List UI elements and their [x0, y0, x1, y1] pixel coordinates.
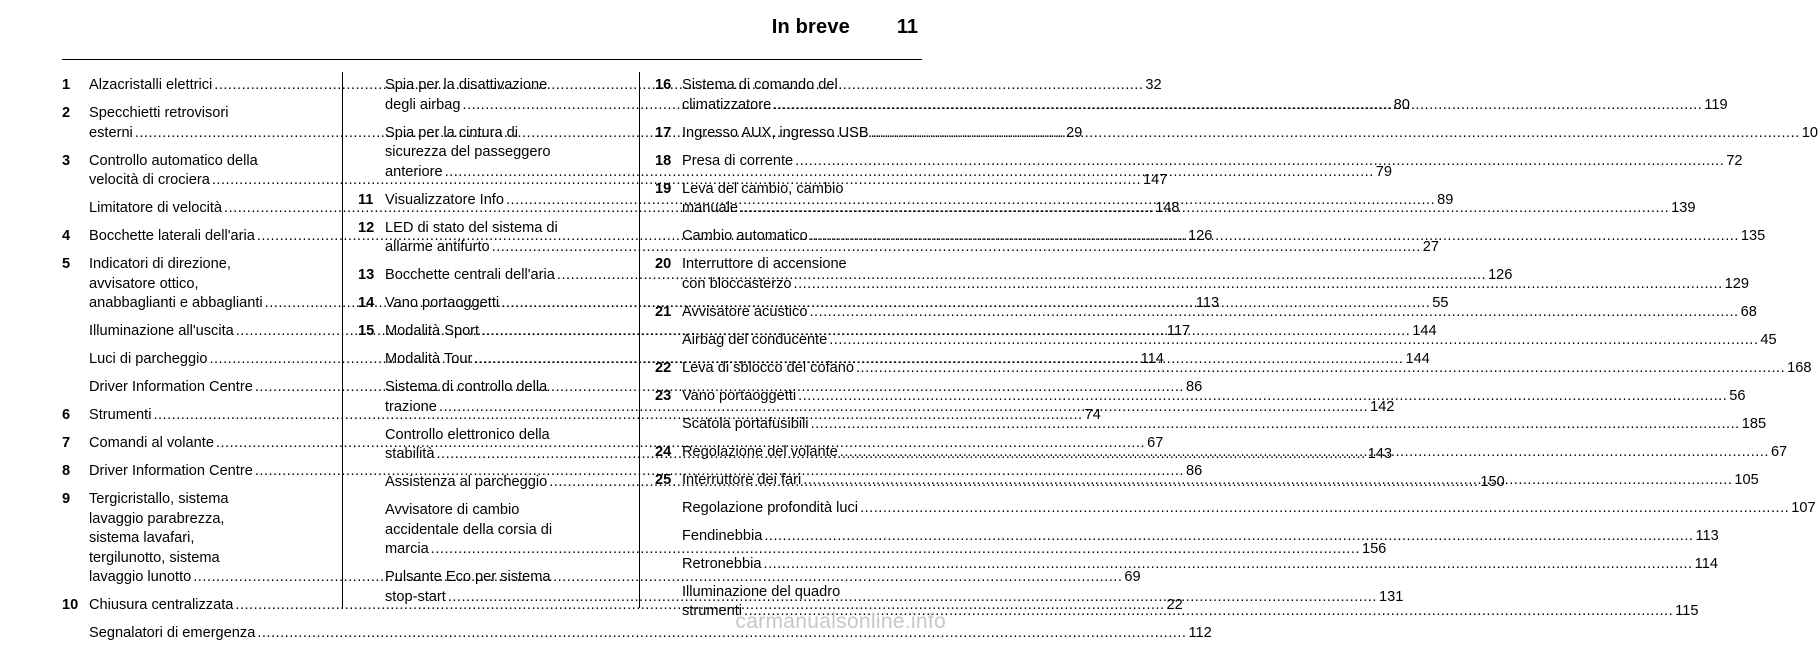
- entry-label: allarme antifurto: [385, 239, 490, 255]
- entry-label: anteriore: [385, 163, 443, 180]
- index-entry: [655, 527, 1719, 547]
- entry-body: [682, 124, 1818, 144]
- entry-line: [682, 387, 1746, 407]
- page-reference: 147: [1143, 172, 1168, 188]
- entry-label: Segnalatori di emergenza: [89, 625, 256, 641]
- entry-label: Vano portaoggetti: [385, 295, 500, 311]
- index-entry: [655, 555, 1718, 575]
- page-number: 11: [896, 16, 918, 38]
- dot-leader: [810, 227, 1739, 247]
- entry-label: lavaggio parabrezza,: [89, 510, 225, 527]
- page-reference: 150: [1480, 474, 1505, 490]
- entry-label: con bloccasterzo: [682, 275, 792, 292]
- item-number: 1: [62, 77, 71, 93]
- page-reference: 115: [1675, 603, 1699, 619]
- entry-label: Luci di parcheggio: [89, 351, 208, 367]
- entry-line: [682, 275, 1749, 295]
- dot-leader: [794, 275, 1723, 295]
- entry-body: [682, 443, 1787, 463]
- entry-label: Avvisatore acustico: [682, 303, 808, 320]
- entry-label: Illuminazione del quadro: [682, 583, 841, 600]
- entry-label: Controllo elettronico della: [385, 426, 550, 443]
- index-entry: [655, 499, 1816, 519]
- dot-leader: [809, 303, 1738, 323]
- page-reference: 113: [1695, 527, 1719, 544]
- item-number: 3: [62, 152, 71, 169]
- entry-body: [682, 227, 1765, 247]
- page-reference: 117: [1166, 323, 1191, 339]
- page-reference: 27: [1422, 239, 1440, 255]
- entry-label: Scatola portafusibili: [682, 415, 809, 432]
- page-reference: 135: [1740, 228, 1766, 244]
- entry-line: [682, 583, 1698, 603]
- entry-body: [682, 180, 1696, 219]
- entry-label: anabbaglianti e abbaglianti: [89, 295, 263, 311]
- entry-label: Cambio automatico: [682, 228, 808, 244]
- entry-label: Chiusura centralizzata: [89, 597, 234, 613]
- page-reference: 86: [1186, 379, 1203, 395]
- entry-label: tergilunotto, sistema: [89, 549, 220, 566]
- page-reference: 112: [1188, 625, 1212, 641]
- item-number: 15: [358, 323, 375, 339]
- page-reference: 144: [1412, 323, 1437, 339]
- entry-line: [682, 255, 1749, 275]
- entry-line: [682, 415, 1766, 435]
- page-reference: 89: [1437, 191, 1454, 208]
- header-divider: [62, 59, 922, 60]
- item-number: 20: [655, 256, 672, 272]
- entry-label: sistema lavafari,: [89, 530, 195, 546]
- entry-body: [682, 255, 1749, 294]
- item-number: 7: [62, 435, 71, 451]
- entry-label: Controllo automatico della: [89, 152, 258, 169]
- entry-line: [682, 555, 1718, 575]
- item-number: 10: [62, 597, 79, 613]
- entry-label: stabilità: [385, 446, 435, 462]
- item-number: 25: [655, 471, 672, 488]
- page-reference: 107: [1791, 499, 1816, 516]
- item-number: 23: [655, 387, 672, 404]
- entry-label: Modalità Sport: [385, 323, 480, 339]
- entry-body: [682, 387, 1746, 407]
- entry-label: climatizzatore: [682, 96, 772, 113]
- page-reference: 119: [1704, 96, 1728, 113]
- entry-label: Regolazione del volante: [682, 443, 838, 460]
- page-reference: 129: [1724, 275, 1750, 292]
- page-reference: 56: [1729, 387, 1746, 404]
- entry-body: [682, 527, 1719, 547]
- entry-label: Driver Information Centre: [89, 463, 253, 479]
- item-number: 5: [62, 256, 71, 272]
- page-reference: 142: [1370, 398, 1395, 415]
- page-reference: 105: [1734, 471, 1759, 488]
- entry-line: [682, 331, 1777, 351]
- page-reference: 72: [1726, 152, 1743, 169]
- item-number: 6: [62, 407, 71, 423]
- entry-body: [89, 624, 1212, 644]
- section-title: In breve: [771, 16, 850, 38]
- page-reference: 69: [1124, 569, 1141, 585]
- entry-label: Tergicristallo, sistema: [89, 491, 229, 507]
- entry-body: [682, 303, 1757, 323]
- dot-leader: [860, 499, 1789, 519]
- dot-leader: [773, 96, 1702, 116]
- page-reference: 29: [1065, 124, 1083, 141]
- entry-body: [682, 415, 1766, 435]
- entry-label: Retronebbia: [682, 555, 762, 572]
- entry-label: Limitatore di velocità: [89, 200, 223, 216]
- entry-line: [89, 624, 1212, 644]
- entry-label: Spia per la cintura di: [385, 124, 519, 141]
- page-header: [0, 0, 960, 60]
- entry-label: Spia per la disattivazione: [385, 77, 548, 93]
- index-entry: [62, 624, 1212, 644]
- item-number: 24: [655, 443, 672, 460]
- entry-label: Sistema di controllo della: [385, 379, 548, 395]
- page-reference: 68: [1740, 303, 1757, 320]
- entry-label: Vano portaoggetti: [682, 387, 797, 404]
- entry-label: strumenti: [682, 603, 743, 619]
- dot-leader: [795, 152, 1724, 172]
- entry-label: Ingresso AUX, ingresso USB: [682, 124, 869, 141]
- item-number: 8: [62, 463, 71, 479]
- item-number: 22: [655, 359, 672, 376]
- item-number: 17: [655, 124, 672, 141]
- item-number: 16: [655, 77, 672, 93]
- entry-label: Sistema di comando del: [682, 77, 838, 93]
- item-number: 4: [62, 228, 71, 244]
- entry-label: Interruttore di accensione: [682, 256, 847, 272]
- entry-line: [682, 180, 1696, 200]
- dot-leader: [871, 124, 1800, 144]
- entry-line: [682, 359, 1812, 379]
- page-reference: 168: [1787, 359, 1812, 376]
- entry-body: [682, 152, 1743, 172]
- entry-body: [682, 359, 1812, 379]
- entry-line: [682, 152, 1743, 172]
- page-reference: 185: [1741, 415, 1767, 432]
- page-reference: 114: [1694, 555, 1718, 572]
- entry-label: Pulsante Eco per sistema: [385, 569, 551, 585]
- page-reference: 131: [1378, 588, 1404, 605]
- page-reference: 86: [1186, 463, 1203, 479]
- entry-label: Specchietti retrovisori: [89, 105, 229, 121]
- entry-label: Comandi al volante: [89, 435, 214, 451]
- page-reference: 79: [1375, 163, 1392, 180]
- entry-label: Bocchette laterali dell'aria: [89, 228, 255, 244]
- entry-line: [682, 527, 1719, 547]
- page-reference: 22: [1166, 597, 1183, 613]
- entry-label: esterni: [89, 124, 133, 141]
- page-reference: 126: [1488, 267, 1513, 283]
- entry-label: Leva di sblocco del cofano: [682, 359, 854, 376]
- dot-leader: [764, 527, 1693, 547]
- dot-leader: [811, 415, 1740, 435]
- item-number: 19: [655, 180, 672, 197]
- dot-leader: [840, 443, 1769, 463]
- entry-label: Avvisatore di cambio: [385, 502, 520, 518]
- entry-body: [682, 76, 1728, 115]
- page-reference: 113: [1195, 295, 1220, 311]
- item-number: 12: [358, 219, 375, 236]
- entry-label: Airbag del conducente: [682, 331, 828, 348]
- item-number: 18: [655, 152, 672, 169]
- entry-line: [682, 471, 1759, 491]
- entry-label: Indicatori di direzione,: [89, 256, 231, 272]
- dot-leader: [764, 555, 1693, 575]
- item-number: 2: [62, 105, 71, 121]
- item-number: 11: [358, 191, 374, 208]
- entry-line: [682, 227, 1765, 247]
- entry-label: LED di stato del sistema di: [385, 219, 558, 236]
- page-reference: 32: [1145, 77, 1162, 93]
- entry-label: manuale: [682, 200, 738, 216]
- item-number: 9: [62, 491, 71, 507]
- entry-body: [682, 555, 1718, 575]
- entry-label: Assistenza al parcheggio: [385, 474, 548, 490]
- entry-line: [682, 443, 1787, 463]
- item-number: 21: [655, 303, 672, 320]
- entry-line: [682, 76, 1728, 96]
- page-reference: 67: [1147, 435, 1164, 451]
- entry-label: Alzacristalli elettrici: [89, 77, 213, 93]
- entry-label: sicurezza del passeggero: [385, 144, 551, 160]
- entry-label: Bocchette centrali dell'aria: [385, 267, 555, 283]
- entry-body: [682, 471, 1759, 491]
- page-reference: 148: [1155, 200, 1180, 216]
- entry-label: Leva del cambio, cambio: [682, 180, 844, 197]
- page-reference: 45: [1760, 331, 1777, 348]
- entry-label: Visualizzatore Info: [385, 191, 504, 208]
- page-reference: 55: [1432, 295, 1449, 311]
- entry-label: velocità di crociera: [89, 172, 210, 188]
- dot-leader: [740, 199, 1669, 219]
- entry-label: degli airbag: [385, 96, 461, 113]
- entry-body: [682, 499, 1816, 519]
- entry-label: avvisatore ottico,: [89, 275, 199, 292]
- item-number: 13: [358, 267, 375, 283]
- page-reference: 144: [1405, 351, 1430, 367]
- entry-label: Driver Information Centre: [89, 379, 253, 395]
- entry-label: Fendinebbia: [682, 527, 763, 544]
- entry-line: [682, 124, 1818, 144]
- watermark: carmanualsonline.info: [735, 610, 946, 633]
- page-reference: 114: [1140, 351, 1164, 367]
- entry-line: [682, 96, 1728, 116]
- page-reference: 74: [1084, 407, 1101, 423]
- page-reference: 10: [1801, 124, 1818, 141]
- dot-leader: [798, 387, 1727, 407]
- page-reference: 80: [1393, 96, 1410, 113]
- page-reference: 126: [1188, 228, 1213, 244]
- page-reference: 156: [1361, 541, 1387, 557]
- entry-label: marcia: [385, 541, 429, 557]
- entry-label: trazione: [385, 398, 437, 415]
- page-reference: 139: [1671, 200, 1696, 216]
- entry-label: Modalità Tour: [385, 351, 473, 367]
- item-number: 14: [358, 295, 375, 311]
- entry-label: Regolazione profondità luci: [682, 499, 859, 516]
- entry-body: [682, 331, 1777, 351]
- entry-label: Presa di corrente: [682, 152, 794, 169]
- dot-leader: [829, 331, 1758, 351]
- entry-label: lavaggio lunotto: [89, 569, 192, 585]
- entry-label: Strumenti: [89, 407, 152, 423]
- entry-line: [682, 499, 1816, 519]
- entry-line: [682, 303, 1757, 323]
- entry-label: stop-start: [385, 588, 446, 605]
- dot-leader: [856, 359, 1785, 379]
- entry-label: Illuminazione all'uscita: [89, 323, 234, 339]
- page-reference: 143: [1367, 446, 1392, 462]
- page-reference: 67: [1770, 443, 1788, 460]
- entry-label: accidentale della corsia di: [385, 521, 553, 538]
- entry-label: Interruttore dei fari: [682, 471, 802, 488]
- entry-line: [682, 199, 1696, 219]
- dot-leader: [803, 471, 1732, 491]
